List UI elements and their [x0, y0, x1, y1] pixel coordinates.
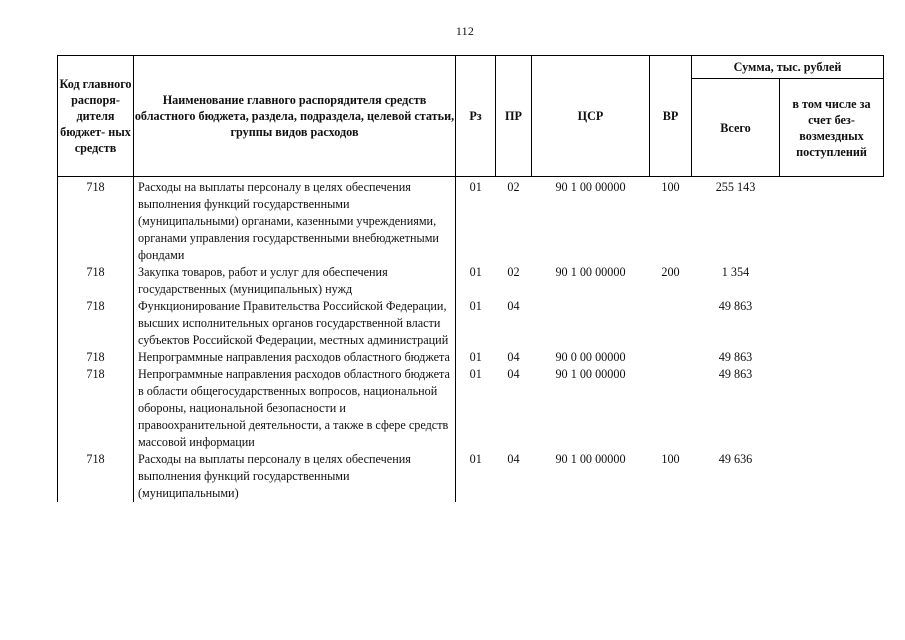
table-header — [58, 56, 884, 177]
cell-name: Функционирование Правительства Российской Федерации, высших исполнительных органов государственной власти субъектов Российской Федерации, местных администраций — [134, 298, 456, 349]
header-rz: Рз — [456, 56, 496, 177]
cell-vr: 200 — [661, 265, 680, 279]
header-code: Код главного распоря- дителя бюджет- ных средств — [58, 56, 134, 177]
cell-total: 1 354 — [721, 265, 750, 279]
cell-csr: 90 1 00 00000 — [555, 452, 626, 466]
header-sum-group: Сумма, тыс. рублей — [692, 56, 884, 79]
table-body — [58, 177, 884, 503]
table-row — [58, 177, 884, 265]
cell-code: 718 — [58, 366, 134, 451]
cell-rz: 01 — [469, 367, 482, 381]
header-total: Всего — [692, 79, 780, 177]
table-row — [58, 349, 884, 366]
cell-rz: 01 — [469, 350, 482, 364]
cell-csr — [532, 298, 650, 349]
header-free: в том числе за счет без- возмездных поступлений — [780, 79, 884, 177]
cell-pr: 04 — [507, 452, 520, 466]
cell-csr: 90 1 00 00000 — [555, 265, 626, 279]
header-pr: ПР — [496, 56, 532, 177]
cell-rz: 01 — [469, 265, 482, 279]
cell-pr: 02 — [507, 180, 520, 194]
cell-rz: 01 — [469, 180, 482, 194]
table-row — [58, 451, 884, 502]
cell-total: 49 636 — [718, 452, 753, 466]
cell-name: Непрограммные направления расходов областного бюджета — [134, 349, 456, 366]
header-name: Наименование главного распорядителя средств областного бюджета, раздела, подраздела, целевой статьи, группы видов расходов — [134, 56, 456, 177]
table-row — [58, 366, 884, 451]
cell-pr: 02 — [507, 265, 520, 279]
cell-free — [780, 451, 884, 502]
cell-pr: 04 — [507, 367, 520, 381]
cell-code: 718 — [58, 451, 134, 502]
cell-pr: 04 — [507, 299, 520, 313]
header-vr: ВР — [650, 56, 692, 177]
header-csr: ЦСР — [532, 56, 650, 177]
cell-vr — [650, 366, 692, 451]
table-row — [58, 264, 884, 298]
cell-total: 49 863 — [718, 350, 753, 364]
cell-vr — [650, 349, 692, 366]
budget-table — [57, 55, 884, 502]
cell-free — [780, 177, 884, 265]
cell-pr: 04 — [507, 350, 520, 364]
cell-rz: 01 — [469, 299, 482, 313]
cell-vr — [650, 298, 692, 349]
page-number: 112 — [455, 24, 475, 38]
cell-name: Расходы на выплаты персоналу в целях обеспечения выполнения функций государственными (муниципальными) органами, казенными учреждениями, органами управления государственными внебюджетными фондами — [134, 177, 456, 265]
cell-free — [780, 366, 884, 451]
cell-vr: 100 — [661, 180, 680, 194]
table-row — [58, 298, 884, 349]
cell-csr: 90 1 00 00000 — [555, 180, 626, 194]
cell-code: 718 — [58, 298, 134, 349]
cell-rz: 01 — [469, 452, 482, 466]
cell-free — [780, 298, 884, 349]
cell-free — [780, 264, 884, 298]
cell-name: Расходы на выплаты персоналу в целях обеспечения выполнения функций государственными (муниципальными) — [134, 451, 456, 502]
cell-total: 255 143 — [715, 180, 756, 194]
cell-vr: 100 — [661, 452, 680, 466]
cell-name: Непрограммные направления расходов областного бюджета в области общегосударственных вопросов, национальной обороны, национальной безопасности и правоохранительной деятельности, а также в сфере средств массовой информации — [134, 366, 456, 451]
cell-free — [780, 349, 884, 366]
cell-total: 49 863 — [718, 299, 753, 313]
cell-name: Закупка товаров, работ и услуг для обеспечения государственных (муниципальных) нужд — [134, 264, 456, 298]
cell-code: 718 — [58, 177, 134, 265]
cell-csr: 90 0 00 00000 — [555, 350, 626, 364]
cell-total: 49 863 — [718, 367, 753, 381]
cell-code: 718 — [58, 349, 134, 366]
cell-code: 718 — [58, 264, 134, 298]
cell-csr: 90 1 00 00000 — [555, 367, 626, 381]
